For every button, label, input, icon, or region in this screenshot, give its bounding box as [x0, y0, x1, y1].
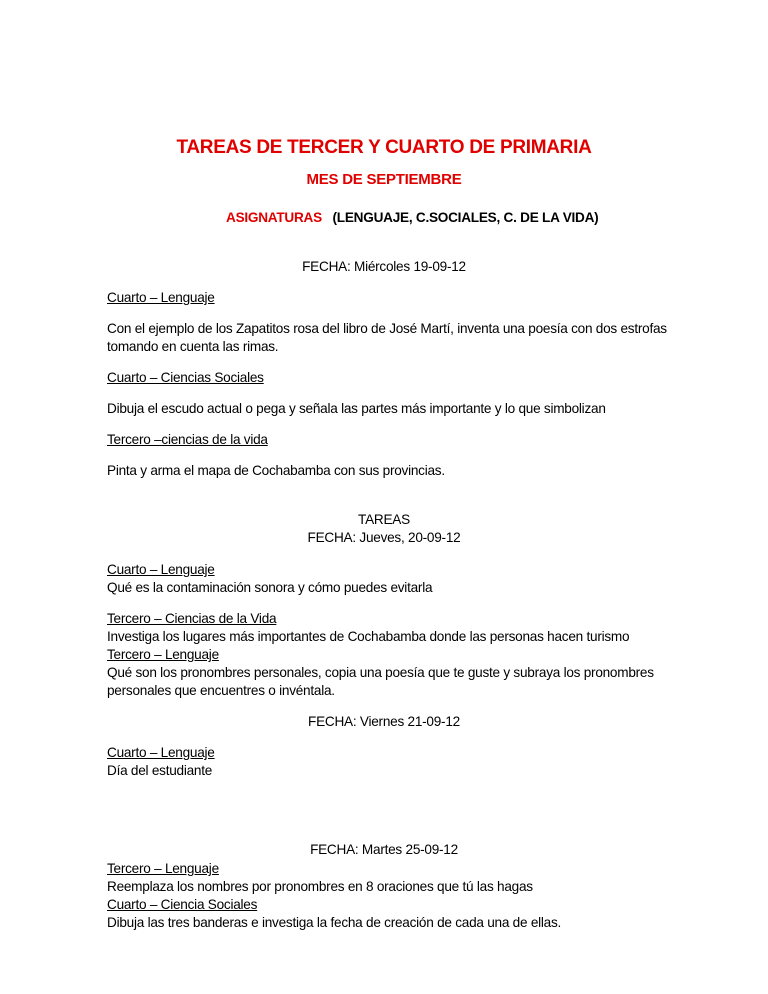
subjects-label: ASIGNATURAS: [226, 210, 322, 225]
section-date: FECHA: Viernes 21-09-12: [308, 714, 460, 729]
task-heading: Cuarto – Ciencias Sociales: [107, 370, 264, 385]
task-heading: Tercero – Lenguaje: [107, 647, 219, 662]
task-heading: Cuarto – Lenguaje: [107, 290, 215, 305]
task-text: Qué son los pronombres personales, copia una poesía que te guste y subraya los pronombres: [107, 665, 654, 680]
task-text: Investiga los lugares más importantes de Cochabamba donde las personas hacen turismo: [107, 629, 630, 644]
task-text: Dibuja las tres banderas e investiga la fecha de creación de cada una de ellas.: [107, 915, 562, 930]
task-heading: Tercero –ciencias de la vida: [107, 432, 268, 447]
subjects-list: (LENGUAJE, C.SOCIALES, C. DE LA VIDA): [332, 210, 599, 225]
task-text: Día del estudiante: [107, 763, 213, 778]
section-date: FECHA: Miércoles 19-09-12: [302, 259, 466, 274]
task-text: Dibuja el escudo actual o pega y señala las partes más importante y lo que simbolizan: [107, 401, 606, 416]
task-text: Con el ejemplo de los Zapatitos rosa del libro de José Martí, inventa una poesía con dos estrofas: [107, 321, 667, 336]
document-subtitle: MES DE SEPTIEMBRE: [306, 171, 462, 188]
task-heading: Cuarto – Lenguaje: [107, 562, 215, 577]
task-text: Reemplaza los nombres por pronombres en 8 oraciones que tú las hagas: [107, 879, 533, 894]
task-heading: Tercero – Ciencias de la Vida: [107, 611, 277, 626]
section-date: FECHA: Jueves, 20-09-12: [307, 530, 461, 545]
section-label: TAREAS: [358, 512, 410, 527]
subjects-line: [226, 209, 598, 227]
task-heading: Cuarto – Ciencia Sociales: [107, 897, 258, 912]
section-date: FECHA: Martes 25-09-12: [310, 842, 458, 857]
document-title: TAREAS DE TERCER Y CUARTO DE PRIMARIA: [176, 137, 592, 158]
task-heading: Cuarto – Lenguaje: [107, 745, 215, 760]
task-text: Qué es la contaminación sonora y cómo puedes evitarla: [107, 580, 433, 595]
task-text: Pinta y arma el mapa de Cochabamba con sus provincias.: [107, 463, 445, 478]
task-text: tomando en cuenta las rimas.: [107, 339, 279, 354]
task-heading: Tercero – Lenguaje: [107, 861, 219, 876]
task-text: personales que encuentres o invéntala.: [107, 683, 335, 698]
